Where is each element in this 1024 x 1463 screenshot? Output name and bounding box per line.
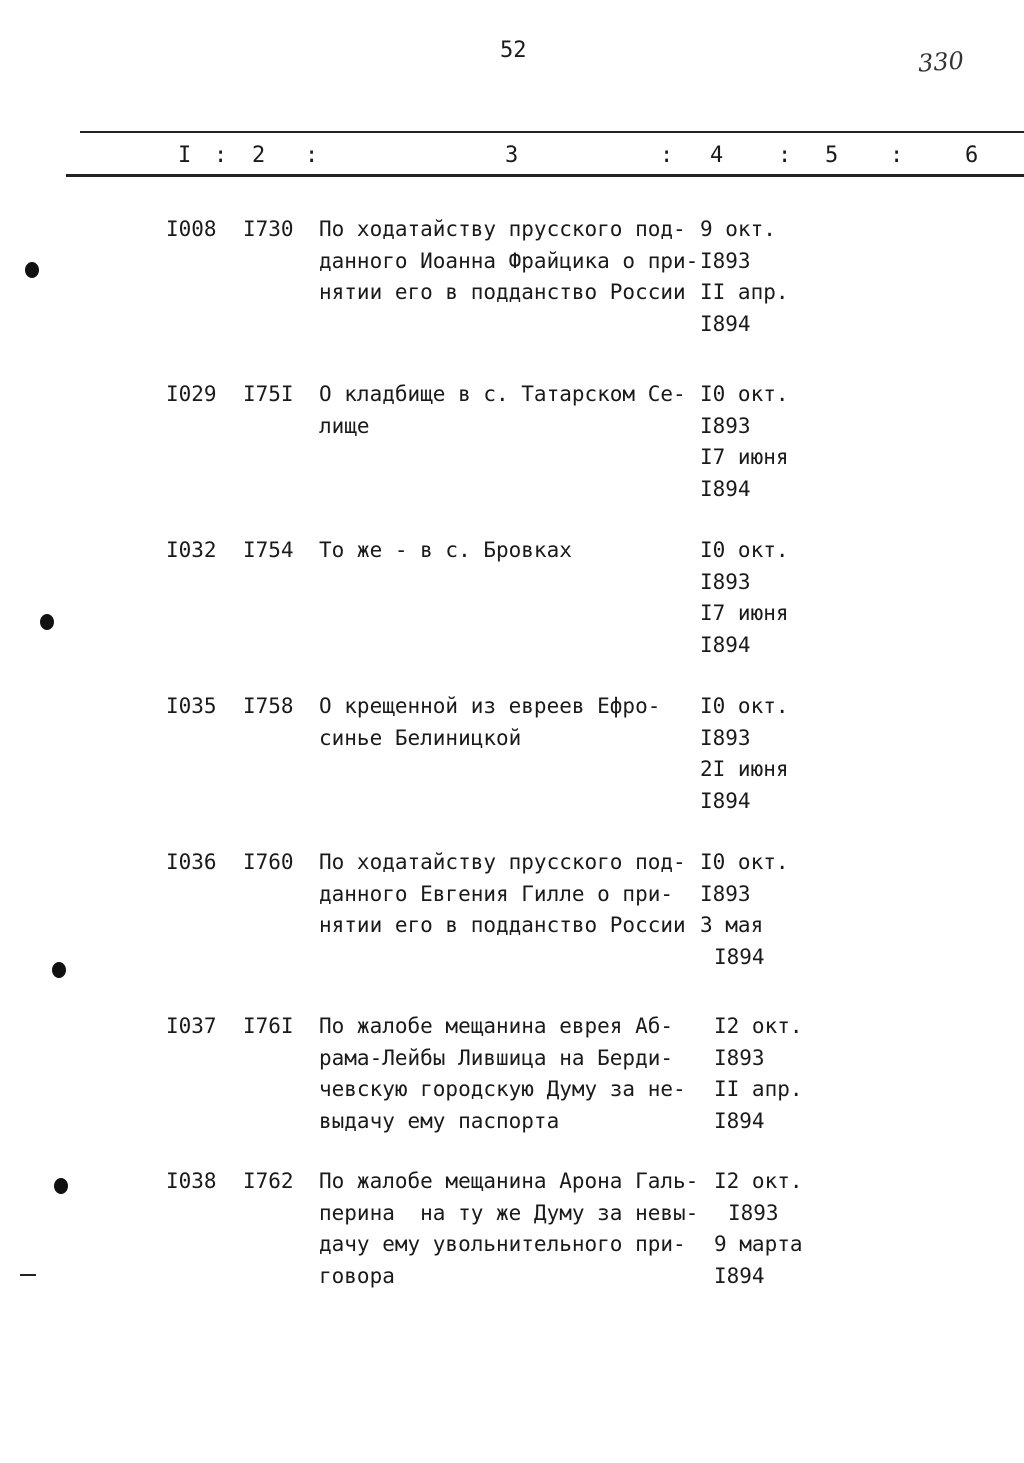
column-header-3: 3 [505, 143, 519, 168]
title-line: О кладбище в с. Татарском Се- [319, 382, 686, 406]
date-line: I894 [714, 1263, 765, 1288]
entry-title [319, 847, 699, 942]
entry-dates [714, 1011, 834, 1137]
date-line: I0 окт. [700, 538, 789, 562]
binding-hole [54, 1178, 68, 1194]
title-line: данного Евгения Гилле о при- [319, 881, 674, 906]
entry-number: I008 [166, 217, 217, 241]
entry-number: I036 [166, 850, 217, 874]
binding-hole [40, 614, 54, 630]
entry-dates [700, 535, 820, 661]
date-line: I894 [700, 788, 751, 813]
old-entry-number: I730 [243, 217, 294, 241]
date-line: I0 окт. [700, 382, 789, 406]
column-separator: : [890, 143, 904, 168]
title-line: данного Иоанна Фрайцика о при- [319, 248, 699, 273]
date-line: I0 окт. [700, 850, 789, 874]
column-header-4: 4 [710, 143, 724, 168]
column-separator: : [305, 143, 319, 168]
entry-dates [700, 379, 820, 505]
binding-hole [52, 962, 66, 978]
title-line: нятии его в подданство России [319, 280, 686, 304]
date-line: 9 марта [714, 1232, 803, 1256]
title-line: То же - в с. Бровках [319, 538, 572, 562]
title-line: выдачу ему паспорта [319, 1108, 560, 1133]
date-line: I7 июня [700, 601, 789, 625]
title-line: О крещенной из евреев Ефро- [319, 694, 661, 718]
old-entry-number: I754 [243, 538, 294, 562]
old-entry-number: I760 [243, 850, 294, 874]
date-line: I894 [714, 1108, 765, 1133]
title-line: По жалобе мещанина еврея Аб- [319, 1014, 674, 1038]
date-line: I893 [700, 569, 751, 594]
entry-dates [700, 847, 820, 973]
entry-title [319, 691, 699, 754]
date-line: I0 окт. [700, 694, 789, 718]
column-separator: : [660, 143, 674, 168]
entry-number: I035 [166, 694, 217, 718]
entry-dates [700, 691, 820, 817]
page-number: 52 [500, 38, 527, 63]
entry-title [319, 1166, 699, 1292]
column-header-2: 2 [252, 143, 266, 168]
date-line: I893 [728, 1200, 779, 1225]
date-line: I893 [714, 1045, 765, 1070]
date-line: I894 [700, 632, 751, 657]
entry-dates [700, 214, 820, 340]
margin-mark [20, 1274, 36, 1276]
date-line: I2 окт. [714, 1169, 803, 1193]
date-line: II апр. [700, 280, 789, 304]
date-line: I893 [700, 413, 751, 438]
old-entry-number: I762 [243, 1169, 294, 1193]
title-line: перина на ту же Думу за невы- [319, 1200, 699, 1225]
title-line: синье Белиницкой [319, 725, 522, 750]
entry-number: I032 [166, 538, 217, 562]
column-separator: : [214, 143, 228, 168]
date-line: I7 июня [700, 445, 789, 469]
header-rule-bottom [66, 174, 1024, 177]
entry-number: I029 [166, 382, 217, 406]
old-entry-number: I76I [243, 1014, 294, 1038]
date-line: I894 [700, 311, 751, 336]
title-line: лище [319, 413, 370, 438]
entry-title [319, 1011, 699, 1137]
date-line: II апр. [714, 1077, 803, 1101]
date-line: 2I июня [700, 757, 789, 781]
date-line: I893 [700, 725, 751, 750]
column-header-6: 6 [965, 143, 979, 168]
date-line: I893 [700, 248, 751, 273]
entry-dates [714, 1166, 834, 1292]
title-line: рама-Лейбы Лившица на Берди- [319, 1045, 674, 1070]
title-line: дачу ему увольнительного при- [319, 1232, 686, 1256]
column-header-5: 5 [825, 143, 839, 168]
title-line: По жалобе мещанина Арона Галь- [319, 1169, 699, 1193]
old-entry-number: I75I [243, 382, 294, 406]
archive-folio-number: 330 [917, 46, 965, 78]
entry-title [319, 535, 699, 567]
date-line: 3 мая [700, 913, 764, 937]
column-header-1: I [178, 143, 192, 168]
date-line: I2 окт. [714, 1014, 803, 1038]
title-line: По ходатайству прусского под- [319, 217, 686, 241]
date-line: I894 [714, 944, 765, 969]
header-rule-top [80, 131, 1024, 133]
date-line: I894 [700, 476, 751, 501]
title-line: По ходатайству прусского под- [319, 850, 686, 874]
title-line: чевскую городскую Думу за не- [319, 1077, 686, 1101]
binding-hole [25, 262, 39, 278]
title-line: говора [319, 1263, 395, 1288]
title-line: нятии его в подданство России [319, 913, 686, 937]
entry-number: I037 [166, 1014, 217, 1038]
date-line: I893 [700, 881, 751, 906]
date-line: 9 окт. [700, 217, 776, 241]
old-entry-number: I758 [243, 694, 294, 718]
column-header-row [0, 143, 1024, 171]
entry-number: I038 [166, 1169, 217, 1193]
entry-title [319, 379, 699, 442]
column-separator: : [778, 143, 792, 168]
entry-title [319, 214, 699, 309]
